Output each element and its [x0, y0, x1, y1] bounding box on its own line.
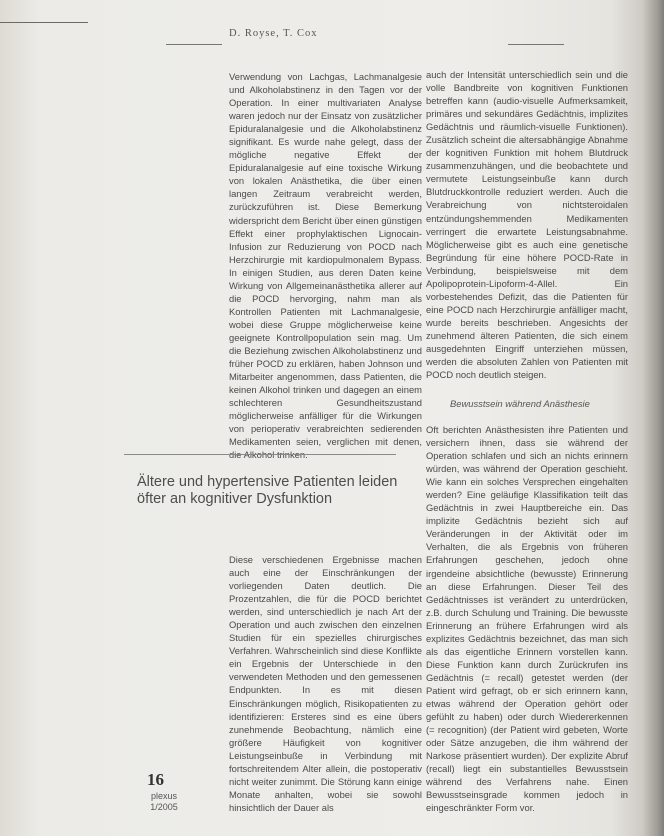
- body-paragraph: Oft berichten Anästhesisten ihre Patienten und versichern ihnen, dass sie während der Operation schlafen und sich an nichts erinnern würden, was während der Operation geschieht. Wie kann ein solches Versprechen eingehalten werden? Eine geläufige Klassifikation teilt das Gedächtnis in zwei Hauptbereiche ein. Das implizite Gedächtnis bezieht sich auf Veränderungen in der Aktivität oder im Verhalten, die als Ergebnis von früheren Erfahrungen geschehen, jedoch ohne irgendeine absichtliche (bewusste) Erinnerung an diese Erfahrungen. Dieser Teil des Gedächtnisses ist verändert zu unterdrücken, z.B. durch Schulung und Training. Die bewusste Erinnerung an frühere Erfahrungen wird als explizites Gedächtnis bezeichnet, das man sich als das eigentliche Erinnern vorstellen kann. Diese Funktion kann durch Zurückrufen ins Gedächtnis (= recall) getestet werden (der Patient wird gefragt, ob er sich erinnern kann, etwas während der Operation gehört oder gefühlt zu haben) oder durch Wiedererkennen (= recognition) (der Patient wird gebeten, Worte oder Sätze anzugeben, die ihm während der Narkose präsentiert wurden). Der explizite Abruf (recall) liegt ein substantielles Bewusstsein während des Verfahrens nahe. Einen Bewusstseinsgrade kommen jedoch in eingeschränkter Form vor.: [426, 424, 628, 814]
- section-divider: [124, 454, 396, 455]
- body-paragraph: Verwendung von Lachgas, Lachmanalgesie und Alkoholabstinenz in den Tagen vor der Operation. In einer multivariaten Analyse waren jedoch nur der Einsatz von zusätzlicher Epiduralanalgesie und die Alkoholabstinenz signifikant. Es wurde nahe gelegt, dass der mögliche negative Effekt der Epiduralanalgesie auf eine toxische Wirkung von lokalen Anästhetika, die über einen langen Zeitraum verabreicht werden, zurückzuführen ist. Diese Bemerkung widerspricht dem Bericht über einen günstigen Effekt einer prophylaktischen Lignocain-Infusion zur Reduzierung von POCD nach Herzchirurgie mit kardiopulmonalem Bypass. In einigen Studien, aus deren Daten keine Wirkung von Allgemeinanästhetika allerer auf die POCD hervorging, nahm man als Kontrollen Patienten mit Lachmanalgesie, wobei diese Gruppe möglicherweise keine geeignete Kontrollpopulation sein mag. Um die Beziehung zwischen Alkoholabstinenz und früher POCD zu erklären, haben Johnson und Mitarbeiter angenommen, dass Patienten, die keinen Alkohol trinken und dagegen an einem schlechteren Gesundheitszustand möglicherweise anfälliger für die Wirkungen von perioperativ verabreichten sedierenden Medikamenten seien, verglichen mit denen,: [229, 71, 422, 448]
- journal-issue: 1/2005: [150, 802, 178, 812]
- page-edge-line: [0, 22, 88, 23]
- header-rule-left: [166, 44, 222, 45]
- body-paragraph: Diese verschiedenen Ergebnisse machen auch eine der Einschränkungen der vorliegenden Daten deutlich. Die Prozentzahlen, die für die POCD berichtet werden, sind unterschiedlich je nach Art der Operation und auch zwischen den einzelnen Studien für ein spezielles chirurgisches Verfahren. Wahrscheinlich sind diese Konflikte ein Ergebnis der Unterschiede in den verwendeten Methoden und den gemessenen Endpunkten. In es mit diesen Einschränkungen möglich, Risikopatienten zu identifizieren: Ersteres sind es eine übers zunehmende Beobachtung, nämlich eine größere Häufigkeit von kognitiver Leistungseinbuße in Verbindung mit fortschreitendem Alter allein, die postoperativ nicht weiter zunimmt. Die Störung kann einige Monate anhalten, wobei sie sowohl hinsichtlich der Dauer als: [229, 554, 422, 813]
- page-number: 16: [147, 770, 164, 789]
- journal-name: plexus: [150, 791, 177, 801]
- section-headline: Ältere und hypertensive Patienten leiden öfter an kognitiver Dysfunktion: [137, 474, 398, 507]
- right-column-top: [426, 68, 628, 381]
- running-header-author: D. Royse, T. Cox: [229, 28, 318, 39]
- body-paragraph: auch der Intensität unterschiedlich sein und die volle Bandbreite von kognitiven Funktionen betreffen kann (audio-visuelle Aufmerksamkeit, primäres und sekundäres Gedächtnis, implizites Gedächtnis und räumlich-visuelle Funktionen). Zusätzlich scheint die altersabhängige Abnahme der kognitiven Funktion mit hohem Blutdruck zusammenzuhängen, und die beobachtete und vermutete Leistungseinbuße kann durch Blutdruckkontrolle reduziert werden. Auch die Verabreichung von nichtsteroidalen entzündungshemmenden Medikamenten verringert die erwartete Leistungsabnahme. Möglicherweise gibt es auch eine genetische Begründung für eine höhere POCD-Rate in Verbindung, beispielsweise mit dem Apolipoprotein-Lipoform-4-Allel. Ein vorbestehendes Defizit, das die Patienten für eine POCD nach Herzchirurgie anfälliger macht, wurde bereits beschrieben. Angesichts der zunehmend älteren Patienten, die sich einem ausgedehnten Eingriff unterziehen müssen, werden die absoluten Zahlen von Patienten mit POCD noch deutlich steigen.: [426, 69, 628, 381]
- middle-column: [229, 553, 422, 814]
- left-column-top: [229, 70, 422, 461]
- header-rule-right: [508, 44, 564, 45]
- right-column-bottom: [426, 423, 628, 814]
- journal-footer: [141, 791, 187, 813]
- spine-shadow: [642, 0, 664, 836]
- subsection-title: Bewusstsein während Anästhesie: [450, 398, 590, 409]
